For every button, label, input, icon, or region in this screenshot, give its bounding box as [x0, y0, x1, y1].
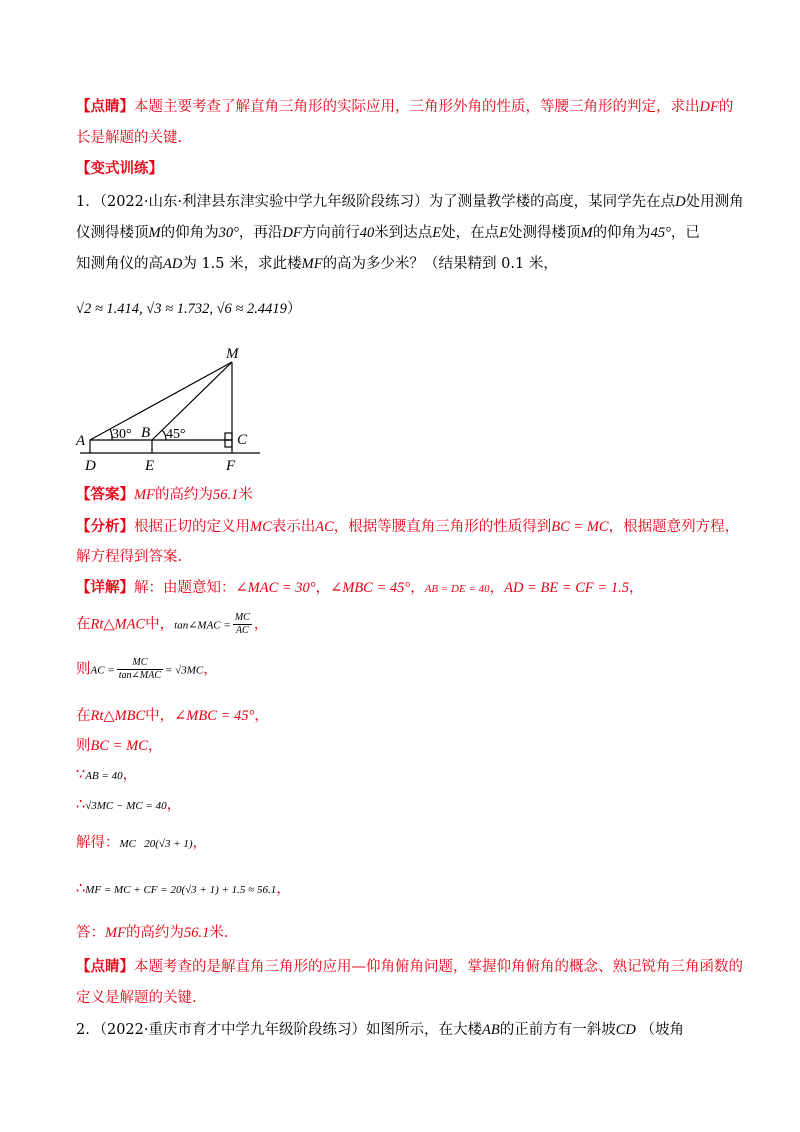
note-line-2: 长是解题的关键. — [76, 130, 183, 146]
angle-label-a: 30° — [112, 427, 132, 442]
line-bm — [152, 362, 232, 440]
problem1-line-2: 仪测得楼顶M的仰角为30°，再沿DF方向前行40米到达点E处，在点E处测得楼顶M的仰角为45°，已 — [76, 225, 700, 241]
detail-line-9: ∴MF = MC + CF = 20(√3 + 1) + 1.5 ≈ 56.1， — [76, 881, 291, 897]
note-tag: 【点睛】 — [76, 98, 134, 115]
analysis-line-1: 【分析】根据正切的定义用MC表示出AC，根据等腰直角三角形的性质得到BC = MC，根据题意列方程， — [76, 518, 740, 535]
label-d: D — [85, 458, 96, 474]
answer-line: 【答案】MF的高约为56.1米 — [76, 486, 253, 503]
section-heading: 【变式训练】 — [76, 160, 163, 177]
detail-line-3: 则AC = $\frac{MC}{\text{tan∠MAC}}$ = √3MC， — [76, 657, 218, 681]
detail-line-10: 答：MF的高约为56.1米. — [76, 925, 229, 941]
detail-line-5: 则BC = MC， — [76, 738, 163, 754]
analysis-line-2: 解方程得到答案. — [76, 549, 183, 565]
label-f: F — [226, 458, 236, 474]
note2-line-1: 【点睛】本题考查的是解直角三角形的应用—仰角俯角问题，掌握仰角俯角的概念、熟记锐角三角函数的 — [76, 958, 743, 975]
label-a: A — [76, 433, 86, 449]
detail-line-6: ∵AB = 40， — [76, 767, 138, 783]
right-angle-f — [225, 440, 232, 447]
problem1-line-1: 1．（2022·山东·利津县东津实验中学九年级阶段练习）为了测量教学楼的高度，某同学先在点D处用测角 — [76, 194, 744, 210]
label-c: C — [237, 432, 248, 448]
detail-line-4: 在Rt△MBC中，∠MBC = 45°， — [76, 708, 269, 724]
detail-line-2: 在Rt△MAC中，tan∠MAC = $\frac{MC}{AC}$ ， — [76, 612, 269, 636]
label-e: E — [145, 458, 155, 474]
label-m: M — [226, 346, 239, 362]
problem1-line-3: 知测角仪的高AD为 1.5 米，求此楼MF的高为多少米？（结果精到 0.1 米， — [76, 256, 558, 272]
detail-line-7: ∴√3MC − MC = 40， — [76, 797, 182, 813]
right-angle-c — [225, 433, 232, 440]
angle-label-b: 45° — [166, 427, 186, 442]
problem2-line-1: 2．（2022·重庆市育才中学九年级阶段练习）如图所示，在大楼AB的正前方有一斜坡CD （坡角 — [76, 1022, 684, 1038]
note-line-1: 【点睛】本题主要考查了解直角三角形的实际应用，三角形外角的性质，等腰三角形的判定，求出DF的 — [76, 98, 734, 115]
detail-line-1: 【详解】解：由题意知：∠MAC = 30°，∠MBC = 45°，AB = DE = 40，AD = BE = CF = 1.5， — [76, 579, 644, 596]
problem1-line-4: √2 ≈ 1.414, √3 ≈ 1.732, √6 ≈ 2.4419） — [76, 301, 302, 317]
detail-line-8: 解得：MC 20(√3 + 1)， — [76, 835, 208, 851]
geometry-figure — [70, 340, 270, 475]
note2-line-2: 定义是解题的关键. — [76, 990, 197, 1006]
label-b: B — [141, 425, 151, 441]
